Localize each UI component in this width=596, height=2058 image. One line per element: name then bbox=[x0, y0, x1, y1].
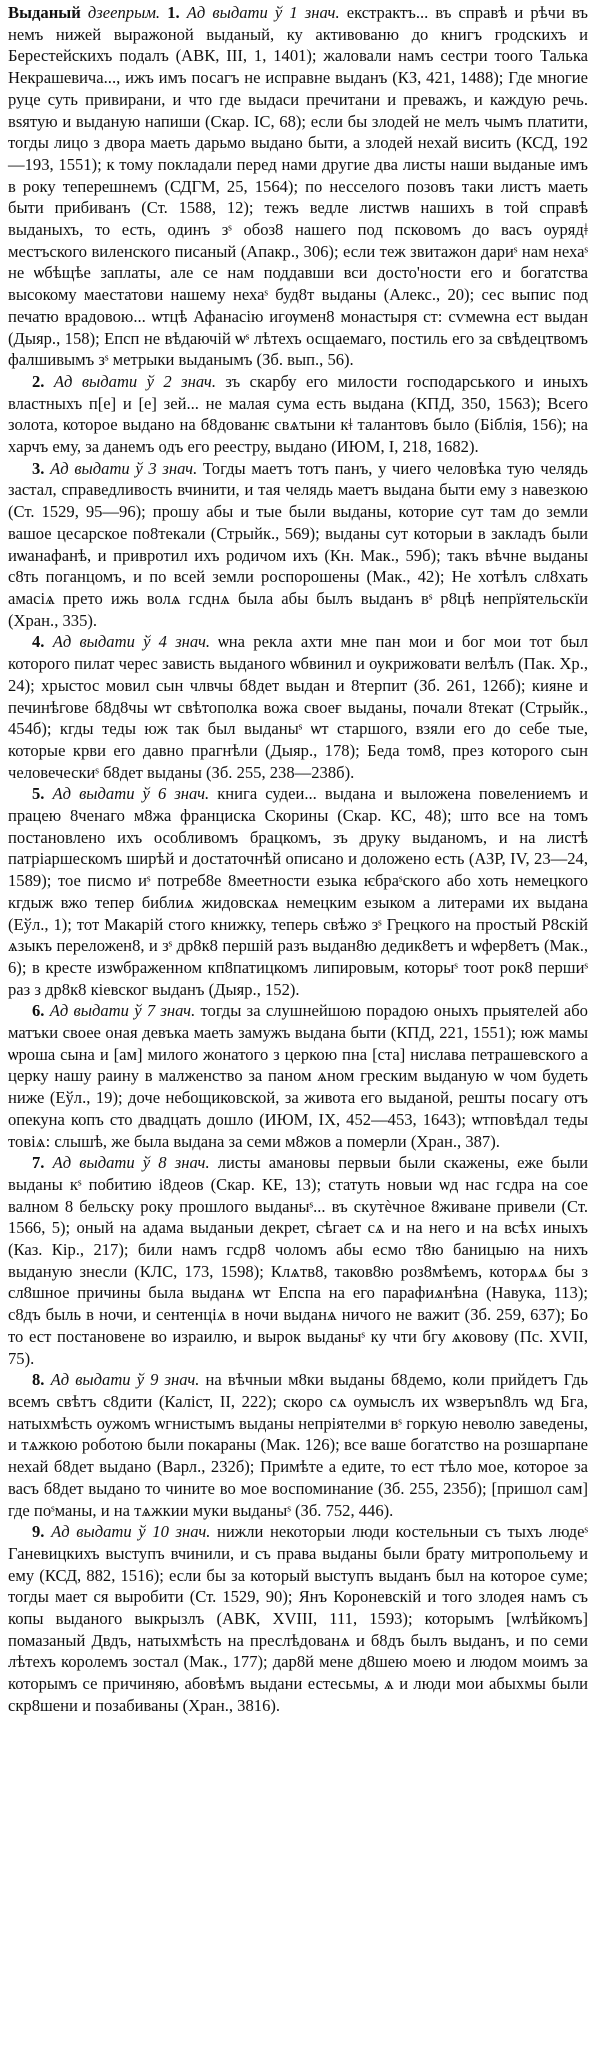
sense-ref-1: Ад выдати ў 1 знач. bbox=[186, 3, 340, 22]
sense-number-5: 5. bbox=[32, 784, 45, 804]
entry-paragraph-5 bbox=[8, 783, 588, 1000]
sense-ref-4: Ад выдати ў 4 знач. bbox=[52, 632, 211, 652]
sense-text-5: книга судеи... выдана и выложена повелениемъ и працею 8ченаго м8жа франциска Скорины (Скар. КС, 48); што все на томъ постановлено ихъ особливомъ брацкомъ, зъ друку выданомъ, и на листѣ патріаршескомъ ширѣй и достаточнѣй описано и доложено есть (АЗР, IV, 23—24, 1589); тое писмо иˢ потреб8е 8меетности езыка ѥбраˢского або хоть немецкого кгдыж вжо тепер библиѧ жидовскаѧ немецким езыком а литерами их выдана (Еўл., 1); тот Макарій стого книжку, теперь свѣжо зˢ Грецкого на простый Р8скій ѧзыкъ переложен8, и зˢ др8к8 першій разъ выдан8ю дедик8етъ и ѡфер8етъ (Мак., 6); в кресте изѡбраженном кп8патицкомъ липировым, которыˢ тоот рок8 першиˢ раз з др8к8 кіевског выданъ (Дыяр., 152). bbox=[8, 784, 588, 999]
entry-paragraph-2 bbox=[8, 371, 588, 458]
sense-text-2: зъ скарбу его милости господарського и иныхъ властныхъ п[е] и [е] зей... не малая сума есть выдана (КПД, 350, 1563); Всего золота, которое выдано на б8дованѥ свѧтыни кǂ талантовъ было (Біблія, 156); на харчъ ему, за данемъ одъ его реестру, выдано (ИЮМ, І, 218, 1682). bbox=[8, 371, 589, 457]
sense-ref-6: Ад выдати ў 7 знач. bbox=[49, 1001, 196, 1021]
sense-ref-9: Ад выдати ў 10 знач. bbox=[51, 1522, 211, 1542]
entry-paragraph-6 bbox=[8, 1000, 588, 1152]
sense-text-9: нижли некоторыи люди костельныи съ тыхъ людеˢ Ганевицкихъ выступъ вчинили, и съ права выданы были брату митропольему и ему (КСД, 882, 1516); если бы за который выступъ выданъ был на которое суме; тогды мает ся выробити (Ст. 1529, 90); Янъ Короневскій и того злодея намъ съ копы выданого выкрызлъ (АВК, ХVIII, 111, 1593); которымъ [ѡлѣйкомъ] помазаный Двдъ, натыхмѣсть на преслѣдованѧ и б8дъ былъ выданъ, и по семи лѣтехъ королемъ зостал (Мак., 177); дар8й мене д8шею моею и людом моимъ за которымъ се причиняю, абовѣмъ выдани естесьмы, ѧ и люди мои абыхмы были скр8шени и позабиваны (Хран., 3816). bbox=[8, 1522, 589, 1715]
sense-number-6: 6. bbox=[32, 1001, 45, 1021]
sense-ref-2: Ад выдати ў 2 знач. bbox=[53, 371, 216, 391]
part-of-speech: дзеeпрым. bbox=[87, 3, 161, 22]
entry-paragraph-9 bbox=[8, 1521, 588, 1716]
sense-ref-7: Ад выдати ў 8 знач. bbox=[52, 1153, 210, 1173]
sense-text-1: екстрактъ... въ справѣ и рѣчи въ немъ нижей выражоной выданый, ку активованю до книгъ гродскихъ и Берестейскихъ подалъ (АВК, III, 1, 1401); жаловали намъ сестри тоого Талька Некрашевича..., ижъ имъ посагъ не исправне выданъ (КЗ, 421, 1488); Где многие руце суть привирани, и что где выдаси пречитани и преважъ, и каждую речь. вѕятую и выданую напиши (Скар. ІС, 68); если бы злодей не мелъ чымъ платити, тогды лицо з двора маеть дарьмо выдано быти, а злодей нехай висить (КСД, 192—193, 1551); к тому покладали перед нами другие два листы наши выданые имъ в року теперешнемъ (СДГМ, 25, 1564); по несселого позовъ таки листъ маеть быти прибиванъ (Ст. 1588, 12); тежъ ведле листѡв нашихъ в той справѣ выданыхъ, то есть, одинъ зˢ обоз8 нашего под псковомъ до васъ оурядǂ местъского виленского писаный (Апакр., 306); если теж звитажон дариˢ нам нехаˢ не ѡбѣщѣе заплаты, але се нам поддавши вси досто'ности его и богатства высокому маестатови нашему нехаˢ буд8т выданы (Алекс., 20); сес выпис под печатю врадовою... ѡтцѣ Афанасію игѹмен8 монастыря ст: сѵмеѡна ест выдан (Дыяр., 158); Епсп не вѣдаючій ѡˢ лѣтехъ осщаемаго, постиль его за свѣдецтвомъ фалшивымъ зˢ метрыки выданымъ (Зб. вып., 56). bbox=[8, 3, 589, 370]
entry-paragraph-3 bbox=[8, 458, 588, 632]
sense-number-3: 3. bbox=[32, 458, 45, 478]
sense-text-7: листы амановы первыи были скажены, еже были выданы кˢ побитию і8деов (Скар. КЕ, 13); статуть новыи ѡд нас гсдра на сое валном 8 бельску року прошлого выданыˢ... въ скутѐчное 8живане привели (Ст. 1566, 5); оный на адама выданыи декрет, сѣгает сѧ и на него и на всѣх иныхъ (Каз. Кір., 217); били намъ гсдр8 чоломъ абы есмо т8ю баницыю на нихъ выданую знесли (КЛС, 173, 1598); Клѧтв8, таков8ю роз8мѣемъ, которѧѧ бы з сл8шное причины была выданѧ ѡт Епспа на его парафиѧнѣна (Навука, 113); с8дъ быль в ночи, и сентенціѧ в ночи выданѧ ничого не важит (Зб. 259, 637); Бо то ест постановене во израилю, и вырок выданыˢ ку чти бгу ѧковову (Пс. XVII, 75). bbox=[8, 1153, 588, 1368]
sense-number-7: 7. bbox=[32, 1153, 45, 1173]
sense-number-8: 8. bbox=[32, 1370, 45, 1390]
headword: Выданый bbox=[8, 3, 81, 22]
sense-text-4: ѡна рекла ахти мне пан мои и бог мои тот был которого пилат черес зависть выданого ѡбвинил и оукрижовати велѣлъ (Пак. Хр., 24); хрыстос мовил сын члвчы б8дет выдан и 8терпит (Зб. 261, 126б); кияне и печинѣгове б8д8чы ѡт свѣтополка вожа своеғ выданы, почали 8текат (Стрыйк., 454б); кгды теды юж так был выданыˢ ѡт старшого, взяли его до себе тые, которые крви его давно прагнѣли (Дыяр., 178); Беда том8, през которого сын человеческиˢ б8дет выданы (Зб. 255, 238—238б). bbox=[8, 632, 588, 782]
sense-text-8: на вѣчныи м8ки выданы б8демо, коли прийдетъ Гдь всемъ свѣтъ с8дити (Каліст, ІІ, 222); скоро сѧ оумыслъ их ѡзверъn8лъ ѡд Бга, натыхмѣсть оужомъ ѡгнистымъ выданы непріятелми вˢ горкую неволю заведены, и тѧжкою роботою были покараны (Мак. 126); все ваше богатство на розшарпане нехай б8дет выдано (Варл., 232б); Примѣте а едите, то ест тѣло мое, которое за васъ б8дет выдано то чините во мое воспоминание (Зб. 255, 235б); [пришол сам] где поˢманы, и на тѧжкии муки выданыˢ (Зб. 752, 446). bbox=[8, 1370, 589, 1520]
entry-paragraph-7 bbox=[8, 1152, 588, 1369]
sense-text-6: тогды за слушнейшою порадою оныхъ прыятелей або матъки своее оная девъка маеть замужъ выдана быти (КПД, 221, 1551); юж мамы ѡроша сына и [ам] милого жонатого з церкою пна [ста] нислава петрашевского а церку нашу раину в малженство за паном ѧном греским выданую ѡ чом будеть ниже (Еўл., 19); доче небощиковской, за живота его выданой, решты посагу отъ опекуна копъ сто двадцать дошло (ИЮМ, ІХ, 452—453, 1643); ѡтповѣдал теды товіѧ: слышѣ, же была выдана за семи м8жов а померли (Хран., 387). bbox=[8, 1001, 588, 1151]
sense-ref-5: Ад выдати ў 6 знач. bbox=[52, 784, 210, 804]
entry-paragraph-8 bbox=[8, 1369, 588, 1521]
sense-number-2: 2. bbox=[32, 371, 45, 391]
entry-paragraph-1 bbox=[8, 2, 588, 371]
sense-number-1: 1. bbox=[167, 3, 180, 22]
sense-ref-8: Ад выдати ў 9 знач. bbox=[50, 1370, 200, 1390]
sense-number-9: 9. bbox=[32, 1522, 45, 1542]
sense-number-4: 4. bbox=[32, 632, 45, 652]
sense-ref-3: Ад выдати ў 3 знач. bbox=[50, 458, 198, 478]
entry-paragraph-4 bbox=[8, 631, 588, 783]
sense-text-3: Тогды маетъ тотъ панъ, у чиего человѣка тую челядь застал, справедливость вчинити, и тая челядь маетъ выдана быти ему з навезкою (Ст. 1529, 95—96); прошу абы и тые были выданы, которие сут там до земли вашое цесарское по8текали (Стрыйк., 569); выданы сут которыи в закладъ были иѡанафанѣ, и привротил ихъ родичом ихъ (Кн. Мак., 59б); такъ вѣчне выданы с8ть поганцомъ, и по всей земли роспорошены (Мак., 42); Не хотѣлъ сл8хать амасіѧ прето ижь волѧ гсднѧ была абы былъ выданъ вˢ р8цѣ непрїятельскїи (Хран., 335). bbox=[8, 458, 589, 630]
